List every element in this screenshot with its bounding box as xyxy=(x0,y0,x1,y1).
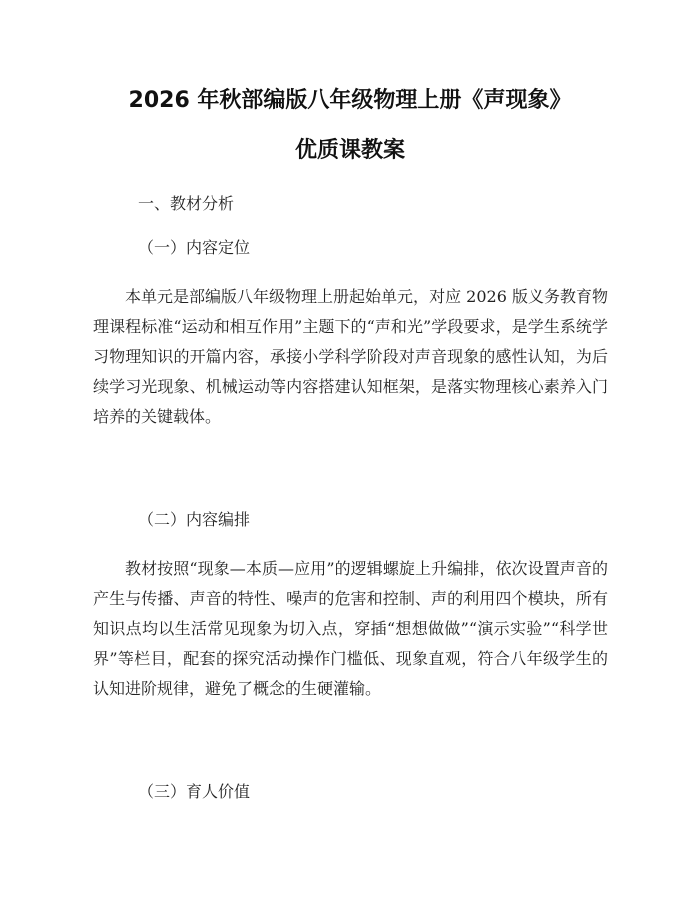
subsection-heading-educational-value: （三）育人价值 xyxy=(138,782,251,801)
document-title-line-1: 2026 年秋部编版八年级物理上册《声现象》 xyxy=(128,88,572,113)
paragraph-content-arrangement: 教材按照“现象—本质—应用”的逻辑螺旋上升编排，依次设置声音的产生与传播、声音的特性、噪声的危害和控制、声的利用四个模块，所有知识点均以生活常见现象为切入点，穿插“想想做做”“演示实验”“科学世界”等栏目，配套的探究活动操作门槛低、现象直观，符合八年级学生的认知进阶规律，避免了概念的生硬灌输。 xyxy=(93,559,608,698)
subsection-heading-content-arrangement: （二）内容编排 xyxy=(138,510,251,529)
section-heading-textbook-analysis: 一、教材分析 xyxy=(138,194,235,213)
paragraph-content-positioning: 本单元是部编版八年级物理上册起始单元，对应 2026 版义务教育物理课程标准“运动和相互作用”主题下的“声和光”学段要求，是学生系统学习物理知识的开篇内容，承接小学科学阶段对声音现象的感性认知，为后续学习光现象、机械运动等内容搭建认知框架，是落实物理核心素养入门培养的关键载体。 xyxy=(93,287,608,426)
document-title-line-2: 优质课教案 xyxy=(294,138,405,163)
subsection-heading-content-positioning: （一）内容定位 xyxy=(138,238,251,257)
